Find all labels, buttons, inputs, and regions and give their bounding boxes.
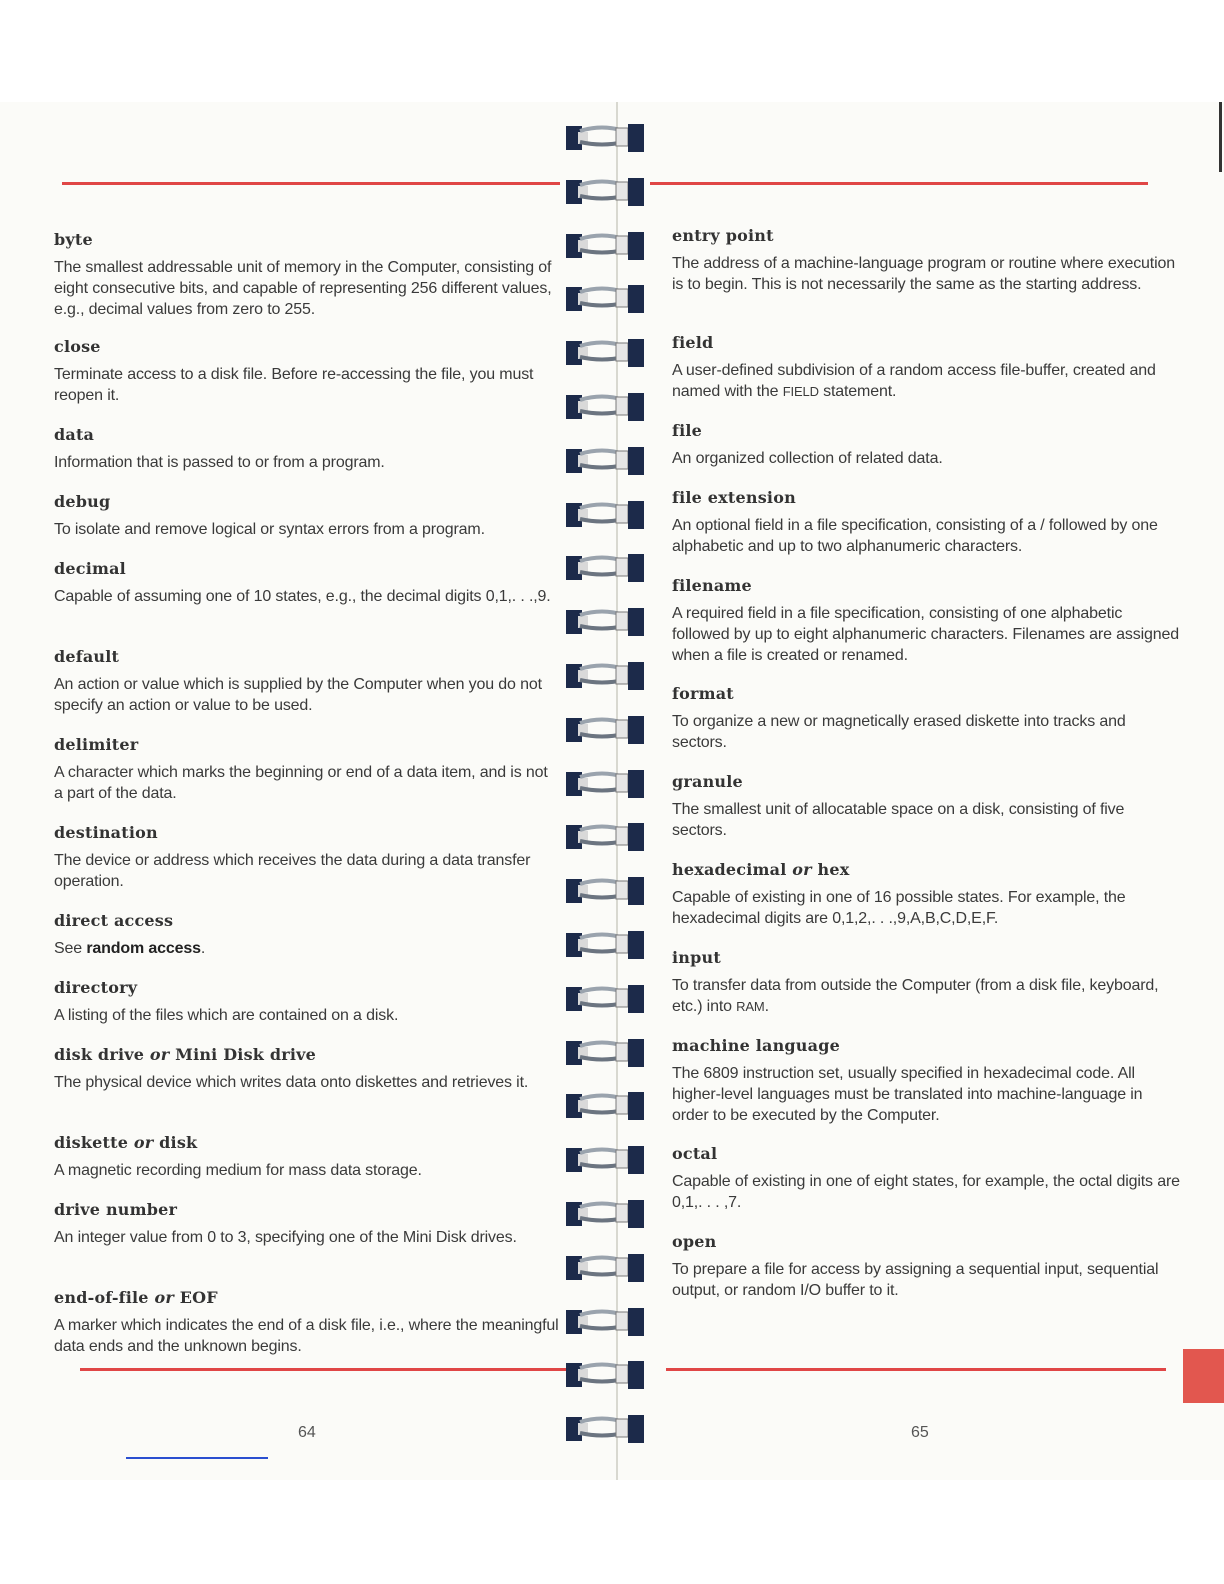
glossary-entry: [54, 230, 559, 337]
term: [54, 1133, 559, 1152]
term: [54, 1045, 559, 1064]
glossary-entry: [54, 911, 559, 978]
glossary-entry: [54, 425, 559, 492]
glossary-entry: [672, 226, 1182, 333]
definition: Capable of existing in one of eight states, for example, the octal digits are 0,1,. . . ,7.: [672, 1173, 1180, 1211]
spiral-coil: [566, 1306, 656, 1338]
keyword: FIELD: [782, 384, 819, 399]
glossary-entry: [672, 1144, 1182, 1232]
definition: [672, 975, 1182, 1017]
term: byte: [54, 230, 93, 249]
spiral-coil: [566, 1090, 656, 1122]
spiral-coil: [566, 983, 656, 1015]
glossary-entry: [672, 772, 1182, 860]
term: filename: [672, 576, 752, 595]
spiral-coil: [566, 445, 656, 477]
term: input: [672, 948, 721, 967]
term: machine language: [672, 1036, 840, 1055]
underline-mark: [126, 1457, 268, 1459]
term: close: [54, 337, 101, 356]
glossary-entry: [672, 1232, 1182, 1301]
definition: A magnetic recording medium for mass data storage.: [54, 1162, 422, 1179]
definition: The device or address which receives the data during a data transfer operation.: [54, 852, 531, 890]
term-text: disk: [153, 1133, 198, 1152]
term-or: or: [133, 1133, 154, 1152]
glossary-entry: [672, 576, 1182, 684]
glossary-entry: [672, 333, 1182, 421]
spiral-coil: [566, 1198, 656, 1230]
definition: The address of a machine-language program or routine where execution is to begin. This is not necessarily the same as the starting address.: [672, 255, 1175, 293]
glossary-entry: [54, 1200, 559, 1288]
page-edge: [1219, 102, 1222, 172]
term-or: or: [792, 860, 812, 879]
top-rule-left: [62, 182, 560, 185]
right-column: [672, 226, 1182, 1301]
term: file extension: [672, 488, 796, 507]
term: format: [672, 684, 734, 703]
term-or: or: [154, 1288, 174, 1307]
term: delimiter: [54, 735, 139, 754]
term-text: hex: [811, 860, 850, 879]
page-number-left: 64: [298, 1424, 316, 1441]
term-text: diskette: [54, 1133, 134, 1152]
spiral-coil: [566, 1413, 656, 1445]
definition: An optional field in a file specification, consisting of a / followed by one alphabetic and up to two alphanumeric characters.: [672, 517, 1158, 555]
spiral-coil: [566, 122, 656, 154]
glossary-entry: [54, 559, 559, 647]
keyword: RAM: [736, 999, 765, 1014]
cross-reference: random access: [86, 940, 201, 957]
term: decimal: [54, 559, 126, 578]
definition: A marker which indicates the end of a disk file, i.e., where the meaningful data ends and the unknown begins.: [54, 1317, 559, 1355]
glossary-entry: [672, 421, 1182, 488]
definition: The physical device which writes data onto diskettes and retrieves it.: [54, 1074, 529, 1091]
spiral-binding: [566, 102, 656, 1480]
term: drive number: [54, 1200, 178, 1219]
term: directory: [54, 978, 138, 997]
spiral-coil: [566, 391, 656, 423]
spiral-coil: [566, 1037, 656, 1069]
definition: An action or value which is supplied by the Computer when you do not specify an action or value to be used.: [54, 676, 542, 714]
definition: The 6809 instruction set, usually specified in hexadecimal code. All higher-level languages must be translated into machine-language in order to be executed by the Computer.: [672, 1065, 1143, 1124]
glossary-entry: [54, 647, 559, 735]
definition: An integer value from 0 to 3, specifying one of the Mini Disk drives.: [54, 1229, 517, 1246]
top-rule-right: [650, 182, 1148, 185]
glossary-entry: [54, 492, 559, 559]
term-text: EOF: [173, 1288, 218, 1307]
definition-text: See: [54, 940, 87, 957]
spiral-coil: [566, 337, 656, 369]
term: default: [54, 647, 120, 666]
spiral-coil: [566, 768, 656, 800]
term: destination: [54, 823, 158, 842]
spiral-coil: [566, 875, 656, 907]
definition: To isolate and remove logical or syntax errors from a program.: [54, 521, 485, 538]
glossary-entry: [672, 1036, 1182, 1144]
spiral-coil: [566, 660, 656, 692]
definition-text: .: [200, 940, 206, 957]
glossary-entry: [672, 488, 1182, 576]
definition: Information that is passed to or from a program.: [54, 454, 385, 471]
book-spread: [0, 102, 1224, 1480]
glossary-entry: [54, 337, 559, 425]
term: direct access: [54, 911, 174, 930]
spiral-coil: [566, 552, 656, 584]
term: field: [672, 333, 714, 352]
glossary-entry: [672, 948, 1182, 1036]
definition: An organized collection of related data.: [672, 450, 943, 467]
term-text: disk drive: [54, 1045, 150, 1064]
term: entry point: [672, 226, 774, 245]
spiral-coil: [566, 499, 656, 531]
term: file: [672, 421, 703, 440]
bottom-rule-left: [80, 1368, 574, 1371]
term: debug: [54, 492, 111, 511]
spiral-coil: [566, 929, 656, 961]
spiral-coil: [566, 176, 656, 208]
spiral-coil: [566, 1359, 656, 1391]
page-number-right: 65: [911, 1424, 929, 1441]
left-column: [54, 230, 559, 1357]
glossary-entry: [672, 684, 1182, 772]
glossary-entry: [54, 823, 559, 911]
term-or: or: [149, 1045, 170, 1064]
term-text: end-of-file: [54, 1288, 155, 1307]
glossary-entry: [54, 1045, 559, 1133]
glossary-entry: [672, 860, 1182, 948]
definition: The smallest unit of allocatable space on a disk, consisting of five sectors.: [672, 801, 1125, 839]
definition: The smallest addressable unit of memory in the Computer, consisting of eight consecutive bits, and capable of representing 256 different values, e.g., decimal values from zero to 255.: [54, 259, 552, 318]
term-text: hexadecimal: [672, 860, 793, 879]
term: [54, 1288, 559, 1307]
definition: Capable of existing in one of 16 possible states. For example, the hexadecimal digits are 0,1,2,. . .,9,A,B,C,D,E,F.: [672, 889, 1126, 927]
glossary-entry: [54, 1133, 559, 1200]
thumb-index-tab: [1183, 1349, 1224, 1403]
spiral-coil: [566, 714, 656, 746]
spiral-coil: [566, 821, 656, 853]
definition-text: .: [764, 998, 769, 1015]
definition: [672, 360, 1182, 402]
term: data: [54, 425, 95, 444]
glossary-entry: [54, 735, 559, 823]
term-text: Mini Disk drive: [169, 1045, 317, 1064]
definition: [54, 938, 559, 959]
definition: A character which marks the beginning or end of a data item, and is not a part of the data.: [54, 764, 548, 802]
bottom-rule-right: [666, 1368, 1166, 1371]
definition-text: To transfer data from outside the Computer (from a disk file, keyboard, etc.) into: [672, 977, 1159, 1015]
definition: A listing of the files which are contained on a disk.: [54, 1007, 399, 1024]
spiral-coil: [566, 230, 656, 262]
definition-text: statement.: [818, 383, 897, 400]
term: octal: [672, 1144, 718, 1163]
definition: To prepare a file for access by assigning a sequential input, sequential output, or random I/O buffer to it.: [672, 1261, 1159, 1299]
spiral-coil: [566, 1144, 656, 1176]
glossary-entry: [54, 1288, 559, 1357]
definition: Terminate access to a disk file. Before re-accessing the file, you must reopen it.: [54, 366, 534, 404]
definition-text: A user-defined subdivision of a random access file-buffer, created and named with the: [672, 362, 1156, 400]
term: granule: [672, 772, 743, 791]
spiral-coil: [566, 1252, 656, 1284]
definition: A required field in a file specification, consisting of one alphabetic followed by up to eight alphanumeric characters. Filenames are assigned when a file is created or renamed.: [672, 605, 1179, 664]
definition: Capable of assuming one of 10 states, e.g., the decimal digits 0,1,. . .,9.: [54, 588, 551, 605]
spiral-coil: [566, 606, 656, 638]
term: [672, 860, 1182, 879]
spiral-coil: [566, 283, 656, 315]
glossary-entry: [54, 978, 559, 1045]
term: open: [672, 1232, 717, 1251]
definition: To organize a new or magnetically erased diskette into tracks and sectors.: [672, 713, 1126, 751]
